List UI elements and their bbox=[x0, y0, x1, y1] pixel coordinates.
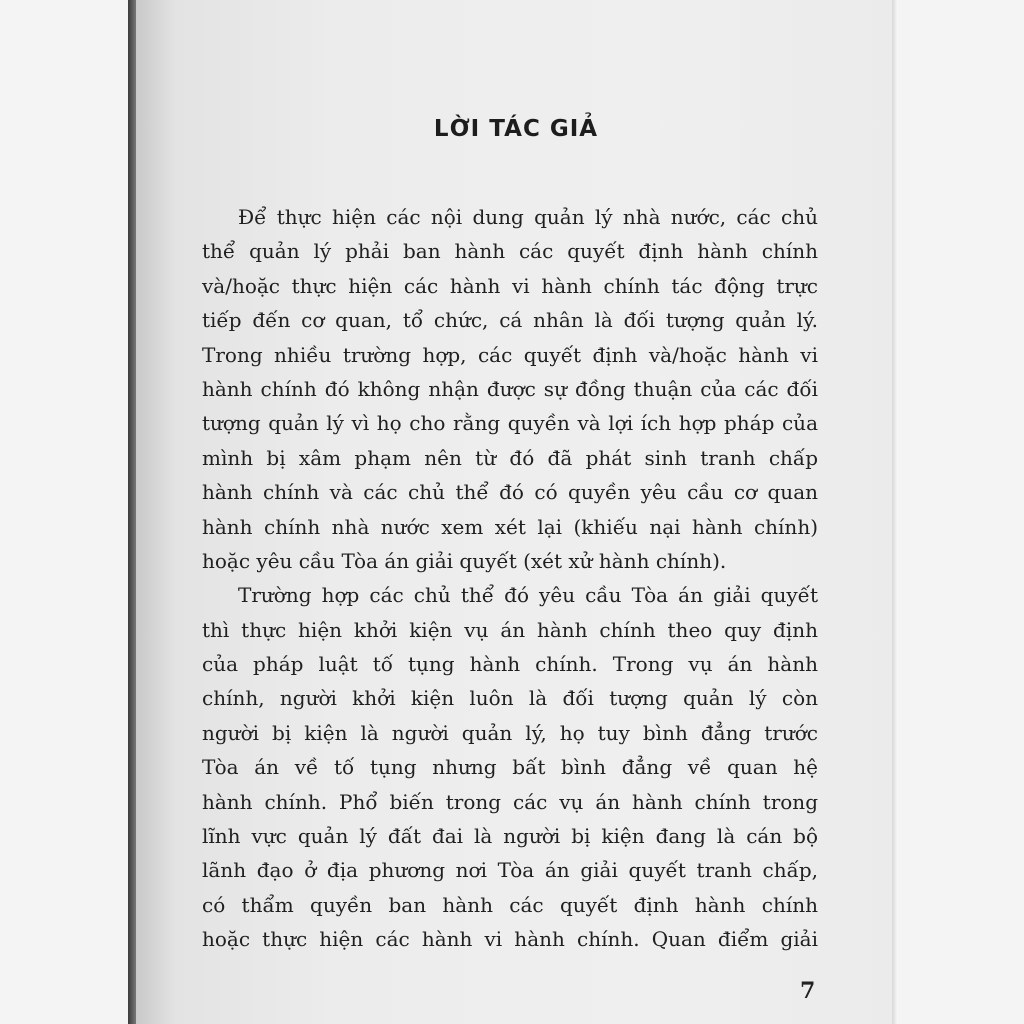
page-edge bbox=[892, 0, 898, 1024]
text-line: lãnh đạo ở địa phương nơi Tòa án giải quyết tranh chấp, bbox=[202, 858, 818, 883]
text-line: chính, người khởi kiện luôn là đối tượng quản lý còn bbox=[202, 686, 818, 711]
text-line: thì thực hiện khởi kiện vụ án hành chính theo quy định bbox=[202, 617, 818, 642]
text-line: người bị kiện là người quản lý, họ tuy bình đẳng trước bbox=[202, 720, 818, 745]
text-line: Tòa án về tố tụng nhưng bất bình đẳng về quan hệ bbox=[202, 755, 818, 780]
text-line: hoặc yêu cầu Tòa án giải quyết (xét xử hành chính). bbox=[202, 548, 727, 573]
text-line: Trong nhiều trường hợp, các quyết định và/hoặc hành vi bbox=[202, 342, 818, 367]
text-line: có thẩm quyền ban hành các quyết định hành chính bbox=[202, 892, 818, 917]
text-line: mình bị xâm phạm nên từ đó đã phát sinh tranh chấp bbox=[202, 445, 818, 470]
text-line: Để thực hiện các nội dung quản lý nhà nước, các chủ bbox=[238, 205, 818, 229]
text-line: của pháp luật tố tụng hành chính. Trong vụ án hành bbox=[202, 652, 818, 677]
text-line: hành chính và các chủ thể đó có quyền yêu cầu cơ quan bbox=[202, 480, 818, 505]
text-line: Trường hợp các chủ thể đó yêu cầu Tòa án giải quyết bbox=[238, 583, 818, 608]
body-text bbox=[202, 200, 818, 957]
text-line: hành chính nhà nước xem xét lại (khiếu nại hành chính) bbox=[202, 514, 818, 539]
text-line: tiếp đến cơ quan, tổ chức, cá nhân là đối tượng quản lý. bbox=[202, 308, 818, 333]
text-line: và/hoặc thực hiện các hành vi hành chính tác động trực bbox=[202, 273, 818, 298]
book-spine-shadow bbox=[128, 0, 136, 1024]
page-title: LỜI TÁC GIẢ bbox=[433, 116, 599, 142]
page-number: 7 bbox=[800, 978, 816, 1004]
text-line: hành chính. Phổ biến trong các vụ án hành chính trong bbox=[202, 789, 818, 814]
text-line: hoặc thực hiện các hành vi hành chính. Quan điểm giải bbox=[202, 927, 818, 952]
text-line: thể quản lý phải ban hành các quyết định hành chính bbox=[202, 239, 818, 264]
text-line: tượng quản lý vì họ cho rằng quyền và lợi ích hợp pháp của bbox=[202, 411, 818, 436]
text-line: hành chính đó không nhận được sự đồng thuận của các đối bbox=[202, 376, 818, 401]
text-line: lĩnh vực quản lý đất đai là người bị kiện đang là cán bộ bbox=[202, 824, 818, 849]
